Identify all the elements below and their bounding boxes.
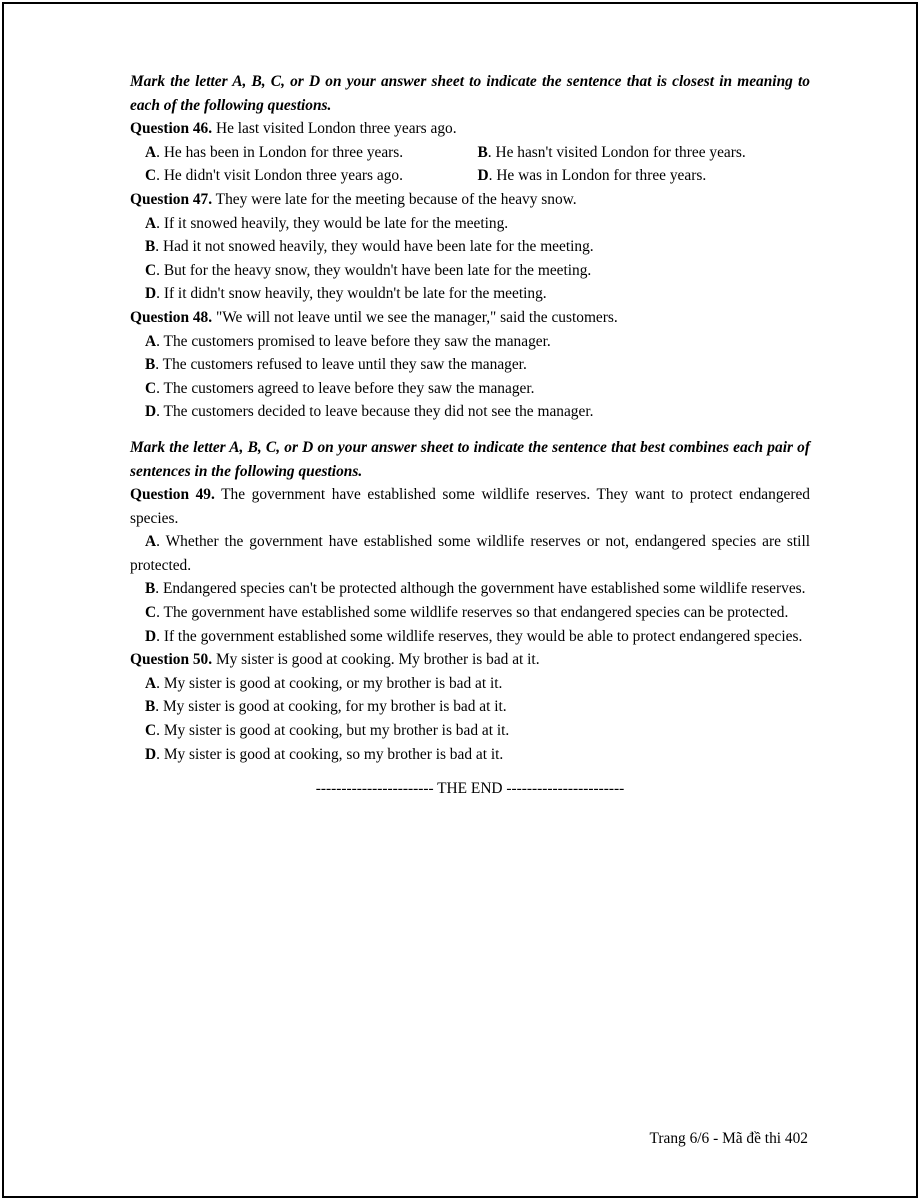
- option-text: . If it didn't snow heavily, they wouldn't be late for the meeting.: [156, 285, 547, 303]
- question-49: [130, 483, 810, 530]
- option-letter: B: [145, 356, 156, 374]
- question-number: Question 46.: [130, 120, 213, 138]
- option-a[interactable]: [130, 330, 810, 354]
- option-text: . But for the heavy snow, they wouldn't have been late for the meeting.: [156, 261, 592, 279]
- option-text: . My sister is good at cooking, for my brother is bad at it.: [155, 698, 507, 716]
- option-c[interactable]: [130, 719, 810, 743]
- question-text: They were late for the meeting because of the heavy snow.: [215, 190, 577, 208]
- section-instruction: Mark the letter A, B, C, or D on your answer sheet to indicate the sentence that best combines each pair of sentences in the following questions.: [130, 438, 810, 480]
- question-text: The government have established some wildlife reserves. They want to protect endangered species.: [130, 486, 811, 527]
- option-b[interactable]: [130, 235, 810, 259]
- question-text: My sister is good at cooking. My brother is bad at it.: [215, 651, 540, 669]
- option-letter: B: [145, 238, 156, 256]
- question-47: [130, 188, 810, 212]
- question-number: Question 49.: [130, 486, 215, 504]
- option-row: [130, 141, 810, 165]
- option-text: . The customers decided to leave because they did not see the manager.: [156, 403, 594, 421]
- option-a[interactable]: [130, 672, 810, 696]
- option-text: . My sister is good at cooking, or my brother is bad at it.: [156, 674, 503, 692]
- option-letter: A: [145, 332, 157, 350]
- option-d[interactable]: [478, 164, 811, 188]
- option-letter: A: [145, 143, 157, 161]
- option-text: . My sister is good at cooking, so my brother is bad at it.: [156, 745, 504, 763]
- option-b[interactable]: [478, 141, 811, 165]
- option-text: . The customers refused to leave until they saw the manager.: [155, 356, 527, 374]
- question-50: [130, 648, 810, 672]
- question-48: [130, 306, 810, 330]
- question-46: [130, 117, 810, 141]
- option-letter: B: [145, 580, 156, 598]
- option-text: . He hasn't visited London for three years.: [487, 143, 746, 161]
- option-text: . Endangered species can't be protected although the government have established some wildlife reserves.: [155, 580, 806, 598]
- end-marker: ----------------------- THE END -----------------------: [315, 780, 625, 798]
- option-a[interactable]: [130, 212, 810, 236]
- option-text: . Had it not snowed heavily, they would have been late for the meeting.: [155, 238, 594, 256]
- option-letter: B: [145, 698, 156, 716]
- option-c[interactable]: [145, 164, 478, 188]
- option-a[interactable]: [130, 530, 810, 577]
- exam-content: [130, 70, 810, 801]
- question-number: Question 48.: [130, 308, 213, 326]
- option-text: . If it snowed heavily, they would be late for the meeting.: [156, 214, 509, 232]
- option-c[interactable]: [130, 377, 810, 401]
- option-letter: C: [145, 722, 157, 740]
- option-letter: D: [477, 167, 489, 185]
- option-text: . If the government established some wildlife reserves, they would be able to protect endangered species.: [156, 627, 803, 645]
- option-text: . The customers promised to leave before they saw the manager.: [156, 332, 551, 350]
- option-d[interactable]: [130, 282, 810, 306]
- option-d[interactable]: [130, 625, 810, 649]
- option-letter: D: [145, 285, 157, 303]
- option-c[interactable]: [130, 601, 810, 625]
- option-letter: D: [145, 745, 157, 763]
- option-letter: C: [145, 604, 157, 622]
- question-number: Question 47.: [130, 190, 213, 208]
- option-d[interactable]: [130, 743, 810, 767]
- option-d[interactable]: [130, 400, 810, 424]
- question-text: "We will not leave until we see the manager," said the customers.: [215, 308, 618, 326]
- option-letter: C: [145, 261, 157, 279]
- option-text: . He has been in London for three years.: [156, 143, 404, 161]
- option-c[interactable]: [130, 259, 810, 283]
- option-row: [130, 164, 810, 188]
- option-letter: A: [145, 214, 157, 232]
- option-letter: D: [145, 403, 157, 421]
- option-text: . He was in London for three years.: [488, 167, 707, 185]
- option-b[interactable]: [130, 695, 810, 719]
- option-a[interactable]: [145, 141, 478, 165]
- option-letter: B: [477, 143, 488, 161]
- option-text: . He didn't visit London three years ago.: [156, 167, 403, 185]
- section-instruction: Mark the letter A, B, C, or D on your answer sheet to indicate the sentence that is closest in meaning to each of the following questions.: [130, 73, 810, 114]
- option-text: . Whether the government have established some wildlife reserves or not, endangered species are still protected.: [130, 533, 810, 574]
- option-letter: C: [145, 379, 157, 397]
- option-letter: C: [145, 167, 157, 185]
- option-b[interactable]: [130, 577, 810, 601]
- option-letter: A: [145, 674, 157, 692]
- question-text: He last visited London three years ago.: [215, 120, 457, 138]
- option-text: . The customers agreed to leave before they saw the manager.: [156, 379, 535, 397]
- option-text: . My sister is good at cooking, but my brother is bad at it.: [156, 722, 510, 740]
- option-letter: D: [145, 627, 157, 645]
- option-b[interactable]: [130, 353, 810, 377]
- page-footer: Trang 6/6 - Mã đề thi 402: [649, 1130, 808, 1147]
- question-number: Question 50.: [130, 651, 213, 669]
- option-text: . The government have established some wildlife reserves so that endangered species can be protected.: [156, 604, 789, 622]
- option-letter: A: [145, 533, 157, 551]
